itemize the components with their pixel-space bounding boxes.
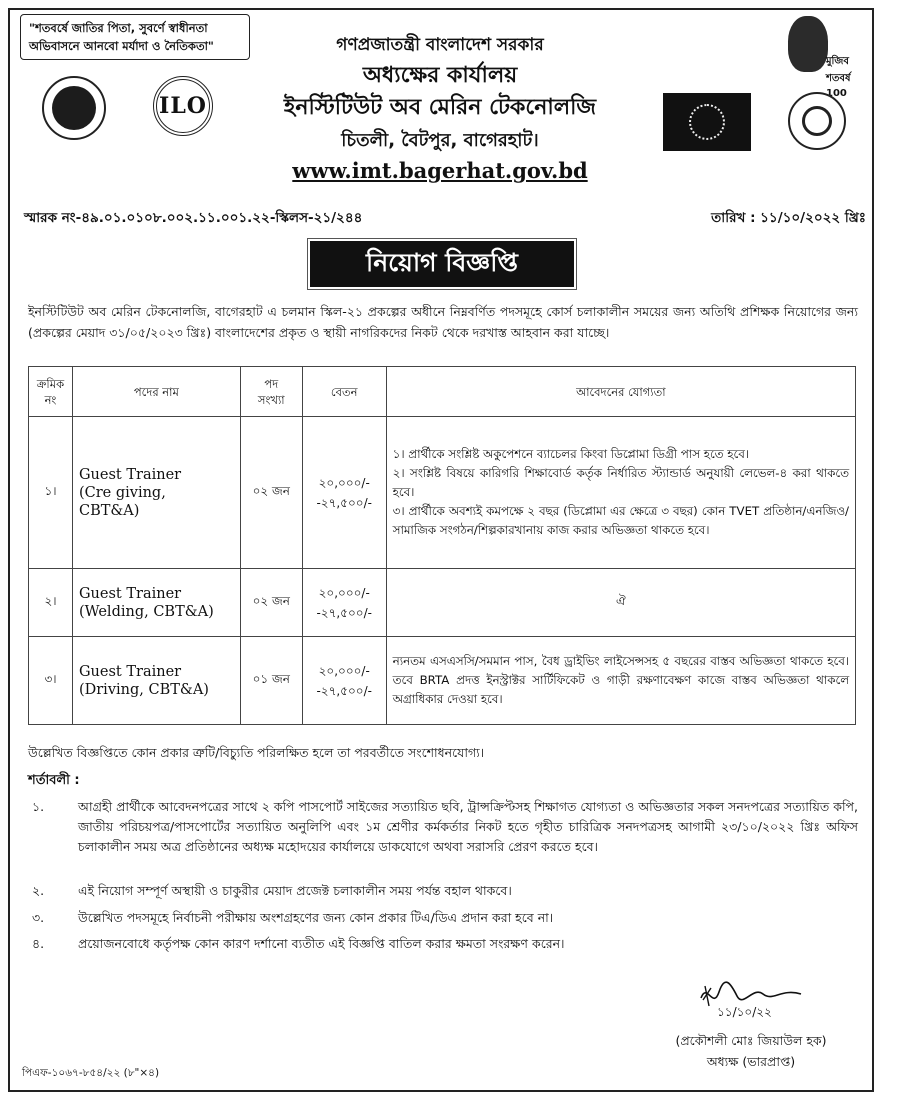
row-post-name: Guest Trainer (Driving, CBT&A) xyxy=(72,637,240,725)
table-header-row xyxy=(29,367,856,417)
motto-line-2: অভিবাসনে আনবো মর্যাদা ও নৈতিকতা" xyxy=(29,39,214,53)
row-serial: ১। xyxy=(29,417,73,569)
mujib-centenary-logo-icon xyxy=(782,14,864,99)
row-qualification: ন্যনতম এসএসসি/সমমান পাস, বৈধ ড্রাইভিং লাইসেন্সসহ ৫ বছরের বাস্তব অভিজ্ঞতা থাকতে হবে। তবে BRTA প্রদত্ত ইনস্ট্রাক্টর সার্টিফিকেট ও গাড়ী রক্ষণাবেক্ষণ কাজে বাস্তব অভিজ্ঞতা থাকলে অগ্রাধিকার দেওয়া হবে। xyxy=(386,637,855,725)
posts-table xyxy=(28,366,856,725)
qualification-item: ১। প্রার্থীকে সংশ্লিষ্ট অকুপেশনে ব্যাচেলর কিংবা ডিপ্লোমা ডিগ্রী পাস হতে হবে। xyxy=(392,447,750,461)
condition-item: ২. এই নিয়োগ সম্পূর্ণ অস্থায়ী ও চাকুরীর মেয়াদ প্রজেক্ট চলাকালীন সময় পর্যন্ত বহাল থাকবে। xyxy=(32,883,512,898)
ilo-logo-icon xyxy=(148,76,218,136)
motto-line-1: "শতবর্ষে জাতির পিতা, সুবর্ণে স্বাধীনতা xyxy=(29,21,208,35)
signature-image xyxy=(697,980,807,1022)
row-post-name: Guest Trainer (Cre giving, CBT&A) xyxy=(72,417,240,569)
signer-designation: অধ্যক্ষ (ভারপ্রাপ্ত) xyxy=(706,1054,796,1069)
qualification-item: ৩। প্রার্থীকে অবশ্যই কমপক্ষে ২ বছর (ডিপ্লোমা এর ক্ষেত্রে ৩ বছর) কোন TVET প্রতিষ্ঠান/এনজিও/সামাজিক সংগঠন/শিল্পকারখানায় কাজ করার অভিজ্ঞতা থাকতে হবে। xyxy=(392,504,849,537)
header-government: গণপ্রজাতন্ত্রী বাংলাদেশ সরকার xyxy=(336,35,544,55)
qualification-item: ২। সংশ্লিষ্ট বিষয়ে কারিগরি শিক্ষাবোর্ড কর্তৃক নির্ধারিত স্ট্যান্ডার্ড অনুযায়ী লেভেল-৪ করা থাকতে হবে। xyxy=(392,466,849,499)
ilo-logo-text: ILO xyxy=(153,76,213,136)
signature-date: ১১/১০/২২ xyxy=(717,1005,772,1019)
header-qualification: আবেদনের যোগ্যতা xyxy=(386,367,855,417)
header-post: পদের নাম xyxy=(72,367,240,417)
correction-note: উল্লেখিত বিজ্ঞপ্তিতে কোন প্রকার ত্রুটি/বিচ্যুতি পরিলক্ষিত হলে তা পরবর্তীতে সংশোধনযোগ্য। xyxy=(28,745,485,760)
header-serial: ক্রমিক নং xyxy=(29,367,73,417)
mujib-logo-text: মুজিব শতবর্ষ xyxy=(826,56,851,84)
row-serial: ৩। xyxy=(29,637,73,725)
government-seal-icon xyxy=(42,76,106,140)
row-post-count: ০২ জন xyxy=(240,569,302,637)
header-institute: ইনস্টিটিউট অব মেরিন টেকনোলজি xyxy=(283,95,597,120)
row-post-name: Guest Trainer (Welding, CBT&A) xyxy=(72,569,240,637)
header-count: পদ সংখ্যা xyxy=(240,367,302,417)
header-salary: বেতন xyxy=(302,367,386,417)
row-qualification: ঐ xyxy=(386,569,855,637)
memo-number: স্মারক নং-৪৯.০১.০১০৮.০০২.১১.০০১.২২-স্কিলস-২১/২৪৪ xyxy=(24,210,363,226)
row-salary: ২০,০০০/- -২৭,৫০০/- xyxy=(302,637,386,725)
condition-item: ৪. প্রয়োজনবোধে কর্তৃপক্ষ কোন কারণ দর্শানো ব্যতীত এই বিজ্ঞপ্তি বাতিল করার ক্ষমতা সংরক্ষণ করেন। xyxy=(32,936,565,951)
condition-item: ১. আগ্রহী প্রার্থীকে আবেদনপত্রের সাথে ২ কপি পাসপোর্ট সাইজের সত্যায়িত ছবি, ট্রান্সক্রিপ্টসহ শিক্ষাগত যোগ্যতা ও অভিজ্ঞতার সকল সনদপত্রের সত্যায়িত কপি, জাতীয় পরিচয়পত্র/পাসপোর্টের সত্যায়িত অনুলিপি এবং ১ম শ্রেণীর কর্মকর্তার নিকট হতে গৃহীত চারিত্রিক সনদপত্রসহ আগামী ২৩/১০/২০২২ খ্রিঃ অফিস চলাকালীন সময় অত্র প্রতিষ্ঠানের অধ্যক্ষ মহোদয়ের কার্যালয়ে ডাকযোগে অথবা সরাসরি প্রেরণ করতে হবে। xyxy=(32,799,858,854)
print-code: পিএফ-১০৬৭-৮৫৪/২২ (৮"×৪) xyxy=(22,1067,160,1079)
header-office: অধ্যক্ষের কার্যালয় xyxy=(362,63,518,88)
notice-title-banner: নিয়োগ বিজ্ঞপ্তি xyxy=(310,241,574,287)
header-address: চিতলী, বৈটপুর, বাগেরহাট। xyxy=(341,130,539,151)
ship-helm-icon xyxy=(788,92,846,150)
table-row xyxy=(29,637,856,725)
eu-flag-icon xyxy=(663,93,751,151)
row-salary: ২০,০০০/- -২৭,৫০০/- xyxy=(302,417,386,569)
conditions-title: শর্তাবলী : xyxy=(28,773,80,788)
header-website-link[interactable]: www.imt.bagerhat.gov.bd xyxy=(292,158,588,183)
row-serial: ২। xyxy=(29,569,73,637)
condition-item: ৩. উল্লেখিত পদসমূহে নির্বাচনী পরীক্ষায় অংশগ্রহণের জন্য কোন প্রকার টিএ/ডিএ প্রদান করা হবে না। xyxy=(32,910,554,925)
signer-name: (প্রকৌশলী মোঃ জিয়াউল হক) xyxy=(675,1033,827,1048)
table-row xyxy=(29,417,856,569)
motto-box xyxy=(20,14,250,60)
row-post-count: ০১ জন xyxy=(240,637,302,725)
row-post-count: ০২ জন xyxy=(240,417,302,569)
signer-block xyxy=(646,1030,856,1072)
row-qualification xyxy=(386,417,855,569)
row-salary: ২০,০০০/- -২৭,৫০০/- xyxy=(302,569,386,637)
notice-date: তারিখ : ১১/১০/২০২২ খ্রিঃ xyxy=(711,210,866,226)
mujib-logo-years: 100 xyxy=(826,88,847,99)
intro-paragraph: ইনস্টিটিউট অব মেরিন টেকনোলজি, বাগেরহাট এ চলমান স্কিল-২১ প্রকল্পের অধীনে নিম্নবর্ণিত পদসমূহে কোর্স চলাকালীন সময়ের জন্য অতিথি প্রশিক্ষক নিয়োগের জন্য (প্রকল্পের মেয়াদ ৩১/০৫/২০২৩ খ্রিঃ) বাংলাদেশের প্রকৃত ও স্থায়ী নাগরিকদের নিকট থেকে দরখাস্ত আহবান করা যাচ্ছে। xyxy=(28,304,858,340)
table-row xyxy=(29,569,856,637)
